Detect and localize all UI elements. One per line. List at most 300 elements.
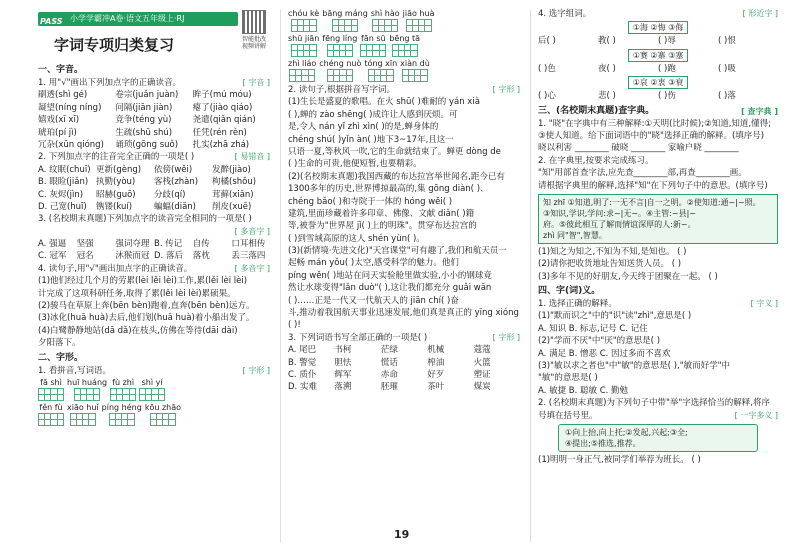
reading-lines bbox=[38, 275, 270, 349]
answer-line: (1)知之为知之,不知为不知,是知也。 ( ) bbox=[538, 246, 687, 257]
question-text: 3. 下列词语书写全部正确的一项是( ) bbox=[288, 332, 428, 343]
option-item[interactable]: 枸橘(shǒu) bbox=[212, 177, 257, 188]
blank-item[interactable]: ( )落 bbox=[718, 91, 736, 102]
char-option-box: ①哀 ②衷 ③衰 bbox=[628, 76, 689, 89]
question-tag: [ 字义 ] bbox=[751, 298, 778, 310]
passage-line: 1300多年的历史,世界博掠最高的,集 gōng diàn( )、 bbox=[288, 184, 489, 195]
pinyin-label: fān sū bbox=[361, 34, 386, 43]
writing-box[interactable] bbox=[51, 413, 64, 426]
word-cell bbox=[102, 403, 142, 426]
option-item[interactable]: 胚璀 bbox=[380, 382, 398, 393]
word-cell bbox=[145, 403, 181, 426]
blank-row bbox=[538, 90, 778, 102]
meaning-line: A. 敏捷 B. 聪敏 C. 勤勉 bbox=[538, 385, 629, 396]
blank-item[interactable]: 夜( ) bbox=[598, 63, 616, 74]
writing-box[interactable] bbox=[109, 413, 122, 426]
writing-boxes bbox=[406, 19, 432, 32]
option-item[interactable]: 自传 bbox=[192, 239, 210, 250]
question-text: 号填在括号里。 bbox=[538, 410, 598, 421]
answer-line: (2)请你把收货地址告知送货人员。 ( ) bbox=[538, 259, 682, 270]
explanation-box bbox=[558, 424, 758, 452]
question-line: 2. 在字典里,按要求完成练习。 bbox=[538, 155, 654, 166]
char-option-box: ①赛 ②寨 ③塞 bbox=[628, 49, 689, 62]
word-cell bbox=[67, 403, 99, 426]
writing-box[interactable] bbox=[289, 69, 302, 82]
writing-boxes bbox=[291, 19, 317, 32]
pinyin-label: xiāo huǐ bbox=[67, 402, 99, 412]
option-item[interactable]: 更新(ɡènɡ) bbox=[96, 164, 142, 175]
pinyin-label: shì hào bbox=[370, 9, 400, 18]
word-cell bbox=[364, 59, 397, 82]
blank-row bbox=[538, 63, 778, 75]
meaning-lines bbox=[538, 310, 778, 397]
option-row bbox=[288, 381, 520, 393]
pinyin-label: fā shì bbox=[40, 377, 62, 387]
passage-line: ( )! bbox=[288, 320, 301, 331]
writing-box[interactable] bbox=[70, 413, 83, 426]
writing-box[interactable] bbox=[87, 388, 100, 401]
question-line: ③使人知道。给下面词语中的"晓"选择正确的解释。(填序号) bbox=[538, 130, 765, 141]
option-item[interactable]: 慌话 bbox=[380, 357, 398, 368]
option-item[interactable]: 塑证 bbox=[473, 369, 491, 380]
choice-options bbox=[38, 164, 270, 214]
word-groups bbox=[538, 21, 778, 102]
option-item[interactable]: 问隔(jiān jiàn) bbox=[115, 102, 173, 113]
option-item[interactable]: 榨油 bbox=[427, 357, 445, 368]
option-item[interactable]: 依傍(wěi) bbox=[154, 164, 193, 175]
writing-box[interactable] bbox=[368, 69, 381, 82]
choice-options bbox=[288, 344, 520, 394]
word-cell bbox=[139, 378, 165, 401]
writing-boxes bbox=[139, 388, 165, 401]
char-options bbox=[538, 76, 778, 89]
option-item[interactable]: D. 己宽(huī) bbox=[38, 201, 87, 212]
page-title: 字词专项归类复习 bbox=[54, 36, 175, 54]
explanation-line: ④提出;⑤推选,推荐。 bbox=[565, 438, 641, 448]
blank-item[interactable]: ( )辱 bbox=[658, 36, 676, 47]
passage-line: 斗,推动着我国航天事业迅速发展,他们真是真正的 yīng xióng bbox=[288, 308, 519, 319]
word-cell bbox=[288, 34, 319, 57]
section-heading: 二、字形。 bbox=[38, 352, 84, 363]
option-row bbox=[38, 189, 270, 201]
passage-line: (2)(名校期末真题)我国西藏的布达拉宫举世闻名,距今已有 bbox=[288, 171, 505, 182]
option-row bbox=[38, 201, 270, 213]
writing-box[interactable] bbox=[302, 69, 315, 82]
passage-line: 起畅 mán yǒu( )太空,感受科学的魅力。他们 bbox=[288, 258, 459, 269]
writing-boxes bbox=[360, 44, 386, 57]
pinyin-label: zhì liáo bbox=[288, 59, 317, 68]
option-item[interactable]: 落枕 bbox=[192, 251, 210, 262]
option-item[interactable]: 好歹 bbox=[427, 369, 445, 380]
question-line: 1. "晓"在字典中有三种解释:①天明(比时候);②知道,知道,懂得; bbox=[538, 118, 772, 129]
writing-grid bbox=[288, 34, 520, 57]
option-row bbox=[288, 357, 520, 369]
option-item[interactable]: 强词夺理 bbox=[115, 239, 150, 250]
question-tag: [ 多音字 ] bbox=[235, 263, 270, 275]
option-item[interactable]: 茶叶 bbox=[427, 382, 445, 393]
writing-box[interactable] bbox=[327, 44, 340, 57]
option-item[interactable]: 蔻蔻 bbox=[473, 345, 491, 356]
dictionary-question bbox=[538, 155, 778, 192]
char-options bbox=[538, 49, 778, 62]
writing-box[interactable] bbox=[340, 69, 353, 82]
meaning-line: A. 满足 B. 憎恶 C. 因过多而不喜欢 bbox=[538, 348, 671, 359]
writing-boxes bbox=[327, 44, 353, 57]
sentence-line: 夕阳落下。 bbox=[38, 338, 81, 349]
meaning-line: "敏"的意思是( ) bbox=[538, 373, 598, 384]
question-text: 1. 选择正确的解释。 bbox=[538, 299, 617, 310]
passage-line: ( )到雪域高原的这人 shén yùn( )。 bbox=[288, 233, 425, 244]
word-cell bbox=[371, 9, 400, 32]
question-stem bbox=[38, 151, 270, 163]
option-item[interactable]: 丢三落四 bbox=[231, 251, 266, 262]
writing-box[interactable] bbox=[304, 44, 317, 57]
question-stem bbox=[38, 365, 270, 377]
option-item[interactable]: 发醉(jiào) bbox=[212, 164, 251, 175]
sentence-line: (1)他们经过几个月的劳累(lèi lěi lèi)工作,累(lěi lèi lèi) bbox=[38, 276, 248, 287]
writing-boxes bbox=[291, 44, 317, 57]
option-item[interactable]: B. 警觉 bbox=[288, 357, 317, 368]
pinyin-label: fēng líng bbox=[322, 34, 358, 43]
option-item[interactable]: 书柯 bbox=[334, 345, 352, 356]
dictionary-items bbox=[538, 246, 778, 283]
column-divider bbox=[280, 10, 281, 542]
option-row bbox=[38, 139, 270, 151]
option-item[interactable]: B. 眼睑(jiǎn) bbox=[38, 177, 89, 188]
writing-boxes bbox=[368, 69, 394, 82]
qr-label: 智能批改 视频讲解 bbox=[242, 36, 267, 50]
page-number: 19 bbox=[394, 528, 410, 541]
question-text: 2. 下列加点字的注音完全正确的一项是( ) bbox=[38, 152, 195, 163]
section-heading: 四、字(词)义。 bbox=[538, 286, 601, 297]
passage-line: ( )……正是一代又一代航天人的 jiān chí( )奋 bbox=[288, 295, 459, 306]
option-item[interactable]: 执勤(yòu) bbox=[96, 177, 136, 188]
writing-boxes bbox=[289, 69, 315, 82]
word-cell bbox=[110, 378, 136, 401]
writing-boxes bbox=[38, 388, 64, 401]
option-item[interactable]: 茫绿 bbox=[380, 345, 398, 356]
option-item[interactable]: 嬉戏(xī xī) bbox=[38, 115, 80, 126]
blank-item[interactable]: 教( ) bbox=[598, 36, 616, 47]
passage-line: chéng shú( )yǐn àn( )地下3~17年,且这一 bbox=[288, 134, 454, 145]
option-item[interactable]: 客栈(zhàn) bbox=[154, 177, 199, 188]
qr-code-icon[interactable] bbox=[242, 10, 266, 34]
passage-line: 然让水球变得"lǎn duò"( ),这让我们都充分 guǎi wān bbox=[288, 283, 492, 294]
writing-box[interactable] bbox=[345, 19, 358, 32]
option-item[interactable]: 坚强 bbox=[76, 239, 94, 250]
passage-line: (1)生长是盛夏的歌唱。在火 shū( )难耐的 yán xià bbox=[288, 97, 480, 108]
writing-box[interactable] bbox=[381, 69, 394, 82]
pinyin-label: xiàn dù bbox=[400, 59, 430, 68]
question-tag: [ 字形 ] bbox=[493, 84, 520, 96]
explanation-line: ①向上抬,向上托;②发起,兴起;③全; bbox=[565, 427, 688, 437]
blank-item[interactable]: ( )吸 bbox=[718, 63, 736, 74]
passage-line: 只语一夏,等秋风一吹,它的生命就结束了。蝉更 dòng de bbox=[288, 146, 501, 157]
writing-box[interactable] bbox=[74, 388, 87, 401]
answer-line: (1)明明一身正气,被同学们举荐为班长。 ( ) bbox=[538, 454, 701, 465]
word-cell bbox=[360, 34, 386, 57]
section-heading bbox=[538, 105, 778, 118]
option-item[interactable]: 蝙蝠(diān) bbox=[154, 201, 196, 212]
writing-box[interactable] bbox=[123, 388, 136, 401]
option-item[interactable]: 尧遣(qiǎn qián) bbox=[192, 115, 256, 126]
writing-box[interactable] bbox=[385, 19, 398, 32]
writing-box[interactable] bbox=[139, 388, 152, 401]
option-item[interactable]: 卷宗(juǎn juàn) bbox=[115, 90, 179, 101]
option-row bbox=[288, 344, 520, 356]
dictionary-line: zhì 同"智",智慧。 bbox=[543, 230, 607, 240]
option-item[interactable]: 口耳相传 bbox=[231, 239, 266, 250]
option-row bbox=[38, 114, 270, 126]
dictionary-line: 府。⑤彼此相互了解而情谊深厚的人:新~。 bbox=[543, 219, 696, 229]
writing-boxes bbox=[150, 413, 176, 426]
writing-box[interactable] bbox=[402, 69, 415, 82]
option-item[interactable]: C. 灰烬(jìn) bbox=[38, 189, 84, 200]
writing-boxes bbox=[392, 44, 418, 57]
writing-box[interactable] bbox=[152, 388, 165, 401]
option-item[interactable]: 竞争(téng yù) bbox=[115, 115, 172, 126]
question-stem bbox=[38, 213, 270, 225]
option-item[interactable]: 凝望(níng níng) bbox=[38, 102, 102, 113]
column-divider bbox=[530, 10, 531, 542]
question-text: 1. 用"√"画出下列加点字的正确读音。 bbox=[38, 78, 182, 88]
pinyin-label: tóng xīn bbox=[364, 59, 398, 68]
writing-box[interactable] bbox=[340, 44, 353, 57]
pinyin-label: shū jiān bbox=[288, 34, 320, 43]
dictionary-entry bbox=[538, 194, 778, 244]
question-tag: [ 多音字 ] bbox=[235, 226, 270, 238]
blank-item[interactable]: ( )恨 bbox=[718, 36, 736, 47]
option-item[interactable]: 琥珀(pí jì) bbox=[38, 127, 77, 138]
writing-box[interactable] bbox=[406, 19, 419, 32]
option-item[interactable]: 任凭(rén rèn) bbox=[192, 127, 247, 138]
pinyin-label: bāng máng bbox=[322, 9, 368, 18]
word-cell bbox=[319, 59, 361, 82]
option-item[interactable]: 诵琐(ɡōnɡ suǒ) bbox=[115, 139, 179, 150]
sentence-line: (2)骏马在草原上奔(bēn bèn)跑着,直奔(bēn bèn)远方。 bbox=[38, 301, 255, 312]
meaning-line: (1)"默而识之"中的"识"读"zhì",意思是( ) bbox=[538, 311, 692, 322]
dictionary-question bbox=[538, 118, 778, 155]
writing-box[interactable] bbox=[360, 44, 373, 57]
writing-box[interactable] bbox=[327, 69, 340, 82]
blank-item[interactable]: ( )心 bbox=[538, 91, 556, 102]
option-item[interactable]: 扎实(zhā zhá) bbox=[192, 139, 250, 150]
word-cell bbox=[322, 34, 357, 57]
pass-logo: PASS bbox=[40, 17, 63, 26]
question-text: 2. 读句子,根据拼音写字词。 bbox=[288, 85, 396, 95]
option-item[interactable]: 分歧(qí) bbox=[154, 189, 186, 200]
answer-line: (3)多年不见的好朋友,今天终于团聚在一起。 ( ) bbox=[538, 271, 718, 282]
passage-line: ( ),蝉的 zào shēng( )成许让人感到厌烦。可 bbox=[288, 109, 458, 120]
option-item[interactable]: A. 强逼 bbox=[38, 239, 67, 250]
writing-box[interactable] bbox=[415, 69, 428, 82]
sentence-line: (4)白鹭静静地站(dā dǎ)在枝头,仿佛在等待(dāi dài) bbox=[38, 325, 238, 336]
blank-item[interactable]: 后( ) bbox=[538, 36, 556, 47]
option-row bbox=[38, 238, 270, 250]
writing-box[interactable] bbox=[373, 44, 386, 57]
dictionary-line: ③知识,学识,学问:求~|无~。④主管:~县|~ bbox=[543, 208, 697, 218]
writing-box[interactable] bbox=[304, 19, 317, 32]
passage-line: píng wěn( )地站在问天实验舱里做实验,小小的钢球竟 bbox=[288, 270, 492, 281]
question-tag: [ 字音 ] bbox=[243, 77, 270, 89]
question-stem bbox=[538, 410, 778, 422]
writing-box[interactable] bbox=[419, 19, 432, 32]
question-tag: [ 形近字 ] bbox=[743, 8, 778, 20]
writing-box[interactable] bbox=[291, 44, 304, 57]
pinyin-label: chóu kè bbox=[288, 9, 320, 18]
sentence-line: (3)冰化(huā huà)去后,他们划(huā huà)着小船出发了。 bbox=[38, 313, 255, 324]
passage-line: chéng bǎo( )和寺院于一体的 hóng wěi( ) bbox=[288, 196, 453, 207]
option-item[interactable]: 冠名 bbox=[76, 251, 94, 262]
word-cell bbox=[400, 59, 430, 82]
meaning-line: (3)"敏以求之者也"中"敏"的意思是( ),"敏而好学"中 bbox=[538, 361, 731, 372]
writing-boxes bbox=[402, 69, 428, 82]
pinyin-label: píng héng bbox=[101, 402, 142, 412]
passage-line: 等,被誉为"世界屋 jǐ( )上的明珠"。贯穿布达拉宫的 bbox=[288, 221, 477, 232]
option-item[interactable]: 煤炭 bbox=[473, 382, 491, 393]
option-item[interactable]: C. 冠军 bbox=[38, 251, 67, 262]
writing-box[interactable] bbox=[51, 388, 64, 401]
question-line: 请根据字典里的解释,选择"知"在下列句子中的意思。(填序号) bbox=[538, 180, 768, 191]
blank-item[interactable]: 悲( ) bbox=[598, 91, 616, 102]
option-item[interactable]: 落溯 bbox=[334, 382, 352, 393]
blank-item[interactable]: ( )伤 bbox=[658, 91, 676, 102]
blank-item[interactable]: ( )色 bbox=[538, 63, 556, 74]
pinyin-label: bēng tā bbox=[389, 34, 421, 43]
option-item[interactable]: 赤命 bbox=[380, 369, 398, 380]
question-tag: [ 字形 ] bbox=[243, 365, 270, 377]
writing-grid bbox=[288, 9, 520, 32]
option-item[interactable]: A. 纹眠(chuī) bbox=[38, 164, 91, 175]
option-row bbox=[38, 89, 270, 101]
question-stem bbox=[288, 84, 520, 96]
option-item[interactable]: 机械 bbox=[427, 345, 445, 356]
writing-box[interactable] bbox=[83, 413, 96, 426]
option-row bbox=[38, 176, 270, 188]
writing-boxes bbox=[74, 388, 100, 401]
question-text: 4. 读句子,用"√"画出加点字的正确读音。 bbox=[38, 263, 193, 274]
option-item[interactable]: D. 落后 bbox=[154, 251, 183, 262]
writing-boxes bbox=[327, 69, 353, 82]
word-cell bbox=[288, 9, 319, 32]
writing-box[interactable] bbox=[122, 413, 135, 426]
choice-options bbox=[38, 238, 270, 263]
question-tag: [ 易错音 ] bbox=[235, 151, 270, 163]
option-item[interactable]: 昭赫(ɡuō) bbox=[96, 189, 136, 200]
option-item[interactable]: 生疏(shū shú) bbox=[115, 127, 173, 138]
pinyin-options bbox=[38, 89, 270, 151]
question-line: "知"用部首查字法,应先查________部,再查________画。 bbox=[538, 168, 747, 179]
option-item[interactable]: 削皮(xuē) bbox=[212, 201, 252, 212]
section-heading: 一、字音。 bbox=[38, 65, 84, 75]
middle-column bbox=[288, 8, 520, 394]
char-option-box: ①海 ②悔 ③侮 bbox=[628, 21, 689, 34]
dictionary-line: 知 zhī ①知道,明了:一无不言|自一之明。②使知道:通~|~照。 bbox=[543, 197, 761, 207]
writing-box[interactable] bbox=[405, 44, 418, 57]
question-tag: [ 查字典 ] bbox=[741, 105, 778, 118]
writing-box[interactable] bbox=[392, 44, 405, 57]
writing-box[interactable] bbox=[110, 388, 123, 401]
writing-grid bbox=[38, 378, 270, 401]
writing-boxes bbox=[372, 19, 398, 32]
writing-grid bbox=[288, 59, 520, 82]
writing-box[interactable] bbox=[38, 413, 51, 426]
word-cell bbox=[38, 403, 64, 426]
option-item[interactable]: 胆怯 bbox=[334, 357, 352, 368]
left-column bbox=[38, 8, 270, 428]
pinyin-label: jiāo huà bbox=[402, 9, 435, 18]
option-item[interactable]: 茸藓(xiǎn) bbox=[212, 189, 254, 200]
writing-box[interactable] bbox=[38, 388, 51, 401]
word-cell bbox=[389, 34, 420, 57]
word-cell bbox=[322, 9, 368, 32]
passage-line: (3)(新情境·先进文化)"天宫课堂"可有趣了,我们和航天员一 bbox=[288, 246, 507, 257]
option-item[interactable]: D. 实难 bbox=[288, 382, 317, 393]
question-stem bbox=[38, 77, 270, 89]
question-stem bbox=[38, 263, 270, 275]
sentence-line: 计完成了这项科研任务,取得了累(lěi lèi lèi)累硕果。 bbox=[38, 288, 236, 299]
option-item[interactable]: 冗杂(xūn qióng) bbox=[38, 139, 104, 150]
option-item[interactable]: 沐猴而冠 bbox=[115, 251, 150, 262]
word-cell bbox=[403, 9, 435, 32]
option-item[interactable]: A. 尾巴 bbox=[288, 345, 317, 356]
word-cell bbox=[38, 378, 64, 401]
header-banner bbox=[38, 8, 270, 60]
option-row bbox=[38, 127, 270, 139]
option-item[interactable]: 眸子(mú móu) bbox=[192, 90, 252, 101]
question-stem bbox=[538, 8, 778, 20]
option-item[interactable]: 镌镂(kuí) bbox=[96, 201, 133, 212]
question-text: 1. 看拼音,写词语。 bbox=[38, 365, 112, 376]
option-item[interactable]: 刷透(shì ɡé) bbox=[38, 90, 88, 101]
writing-box[interactable] bbox=[163, 413, 176, 426]
writing-boxes bbox=[332, 19, 358, 32]
option-item[interactable]: 瘪了(jiào qiáo) bbox=[192, 102, 253, 113]
writing-box[interactable] bbox=[332, 19, 345, 32]
question-text: 4. 选字组词。 bbox=[538, 9, 592, 19]
option-row bbox=[38, 250, 270, 262]
series-banner bbox=[38, 12, 238, 26]
word-cell bbox=[288, 59, 316, 82]
passage-line: 是,令人 nán yǐ zhì xìn( )的是,蝉身体的 bbox=[288, 122, 439, 133]
option-item[interactable]: B. 传记 bbox=[154, 239, 183, 250]
pinyin-label: huī huáng bbox=[67, 377, 108, 387]
option-item[interactable]: C. 质仆 bbox=[288, 369, 317, 380]
option-item[interactable]: 火篮 bbox=[473, 357, 491, 368]
blank-row bbox=[538, 35, 778, 47]
blank-item[interactable]: ( )跑 bbox=[658, 63, 676, 74]
question-stem bbox=[538, 397, 778, 409]
option-row bbox=[288, 369, 520, 381]
question-tag: [ 字形 ] bbox=[493, 332, 520, 344]
writing-boxes bbox=[38, 413, 64, 426]
writing-boxes bbox=[109, 413, 135, 426]
option-item[interactable]: 辉军 bbox=[334, 369, 352, 380]
question-line: 晓以利害 ________ 破晓 ________ 家喻户晓 ________ bbox=[538, 143, 739, 154]
writing-box[interactable] bbox=[291, 19, 304, 32]
writing-box[interactable] bbox=[150, 413, 163, 426]
meaning-line: (2)"学而不厌"中"厌"的意思是( ) bbox=[538, 336, 661, 347]
writing-boxes bbox=[70, 413, 96, 426]
writing-box[interactable] bbox=[372, 19, 385, 32]
passage-lines bbox=[288, 96, 520, 331]
section-title: 三、(名校期末真题)查字典。 bbox=[538, 105, 655, 116]
passage-line: 建筑,里面珍藏着许多印章、佛像、文献 diǎn( )籍 bbox=[288, 208, 475, 219]
question-tag-line bbox=[38, 226, 270, 238]
question-stem bbox=[538, 298, 778, 310]
series-title: 小学学霸冲A卷·语文五年级上·RJ bbox=[70, 14, 185, 23]
word-cell bbox=[67, 378, 107, 401]
